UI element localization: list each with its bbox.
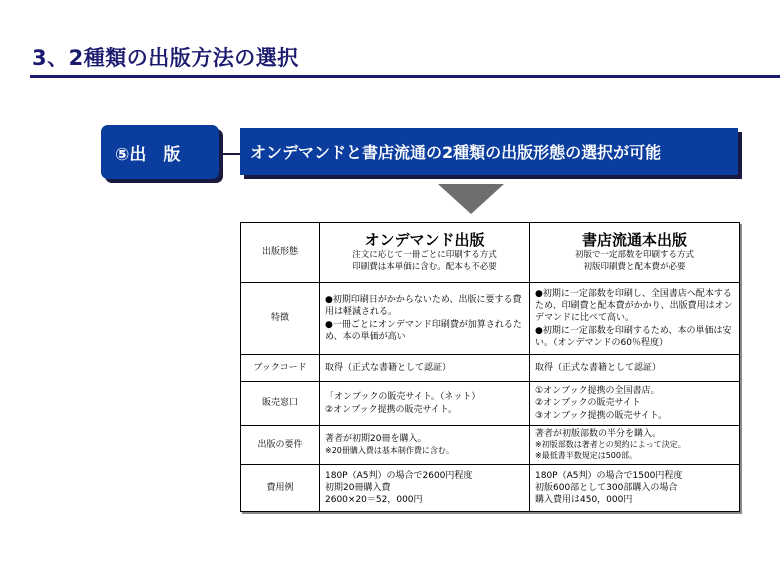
cell-line: ①オンブック提携の全国書店。 [535,386,660,397]
cell-note: ※初版部数は著者との契約によって決定。 [535,440,686,450]
cell-note: ※20冊購入費は基本制作費に含む。 [325,445,454,455]
table-row [241,355,740,382]
table-row [241,382,740,426]
cell-line: 2600×20＝52，000円 [325,494,423,505]
bookstore-cell [530,283,740,355]
table-row [241,426,740,465]
row-header: 販売窓口 [241,382,320,426]
ondemand-cell [320,355,530,382]
table-row [241,464,740,511]
cell-line: ②オンブック提携の販売サイト。 [325,404,457,415]
cell-line: ●初期印刷日がかからないため、出版に要する費用は軽減される。 [325,295,522,318]
cell-line: 著者が初期20冊を購入。 [325,434,427,445]
ondemand-cell [320,464,530,511]
cell-line: 初版600部として300部購入の場合 [535,482,678,493]
step-badge: ⑤出 版 [101,125,219,179]
row-header: 費用例 [241,464,320,511]
cell-line: ●一冊ごとにオンデマンド印刷費が加算されるため、本の単価が高い [325,319,522,342]
cell-line: 注文に応じて一冊ごとに印刷する方式 [352,250,497,261]
cell-line: 購入費用は450，000円 [535,494,633,505]
down-arrow-icon [438,184,504,214]
cell-line: 180P（A5判）の場合で2600円程度 [325,470,473,481]
ondemand-cell [320,382,530,426]
cell-note: ※最低書半数規定は500部。 [535,450,637,460]
bookstore-title: 書店流通本出版 [581,230,687,249]
title-underline [30,75,780,78]
ondemand-cell [320,426,530,465]
row-header: 出版形態 [241,223,320,283]
ondemand-cell [320,283,530,355]
row-header: ブックコード [241,355,320,382]
cell-line: 著者が初版部数の半分を購入。 [535,429,662,439]
cell-line: 180P（A5判）の場合で1500円程度 [535,470,683,481]
cell-line: ●初期に一定部数を印刷し、全国書店へ配本するため、印刷費と配本費がかかり、出版費用はオンデマンドに比べて高い。 [535,289,733,324]
connector-line [222,153,240,155]
cell-line: 取得（正式な書籍として認証） [535,362,662,373]
cell-line: 印刷費は本単価に含む。配本も不必要 [352,262,497,273]
cell-line: 取得（正式な書籍として認証） [325,362,452,373]
row-header: 出版の要件 [241,426,320,465]
bookstore-cell [530,464,740,511]
cell-line: ●初期に一定部数を印刷するため、本の単価は安い。（オンデマンドの60％程度） [535,325,732,348]
cell-line: ②オンブックの販売サイト [535,398,641,409]
bookstore-cell [530,426,740,465]
cell-line: 初期20冊購入費 [325,482,391,493]
bookstore-cell [530,355,740,382]
bookstore-cell [530,382,740,426]
cell-line: ③オンブック提携の販売サイト。 [535,410,667,421]
cell-line: 初版印刷費と配本費が必要 [583,262,686,273]
table-row [241,283,740,355]
bookstore-header-cell [530,223,740,283]
ondemand-header-cell [320,223,530,283]
ondemand-title: オンデマンド出版 [364,230,485,249]
cell-line: 初版で一定部数を印刷する方式 [574,250,694,261]
comparison-table [240,222,740,512]
cell-line: 「オンブックの販売サイト。（ネット） [325,392,481,403]
row-header: 特徴 [241,283,320,355]
summary-banner: オンデマンドと書店流通の2種類の出版形態の選択が可能 [240,128,738,175]
page-title: 3、2種類の出版方法の選択 [32,46,299,70]
table-row [241,223,740,283]
